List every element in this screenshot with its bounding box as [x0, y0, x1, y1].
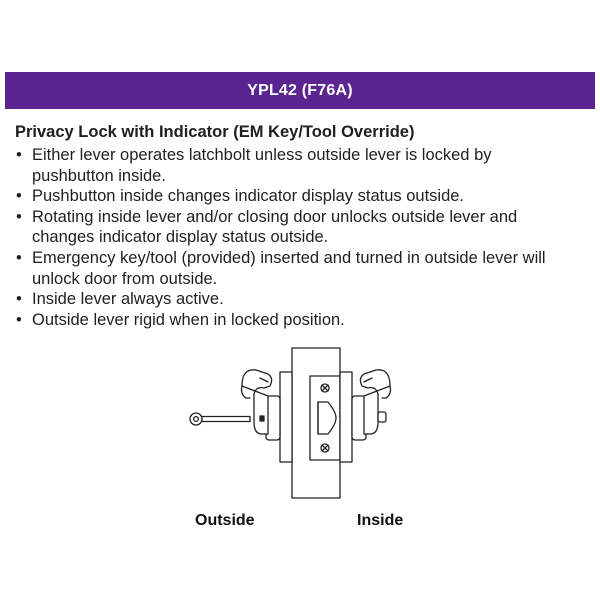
outside-label: Outside [195, 512, 255, 529]
feature-item [15, 186, 590, 207]
feature-item [15, 310, 590, 331]
feature-line: pushbutton inside. [32, 166, 166, 185]
feature-list [15, 145, 590, 330]
feature-item [15, 145, 590, 186]
content [15, 122, 590, 330]
feature-item [15, 289, 590, 310]
feature-line: Pushbutton inside changes indicator display status outside. [32, 187, 465, 206]
feature-line: Rotating inside lever and/or closing door unlocks outside lever and [32, 207, 518, 226]
key-illustration [190, 413, 250, 425]
feature-line: Either lever operates latchbolt unless outside lever is locked by [32, 146, 492, 164]
header-title: YPL42 (F76A) [247, 81, 353, 99]
feature-item [15, 207, 590, 248]
feature-item [15, 248, 590, 289]
feature-line: Inside lever always active. [32, 290, 224, 309]
feature-line: unlock door from outside. [32, 269, 218, 288]
inside-label: Inside [357, 512, 404, 529]
inside-lever-illustration [340, 370, 391, 462]
header-bar [5, 72, 595, 109]
section-title: Privacy Lock with Indicator (EM Key/Tool Override) [15, 123, 415, 141]
lock-diagram [180, 342, 430, 502]
door-illustration [292, 348, 340, 498]
feature-line: changes indicator display status outside. [32, 228, 329, 247]
feature-line: Outside lever rigid when in locked position. [32, 310, 345, 329]
feature-line: Emergency key/tool (provided) inserted and turned in outside lever will [32, 248, 546, 267]
